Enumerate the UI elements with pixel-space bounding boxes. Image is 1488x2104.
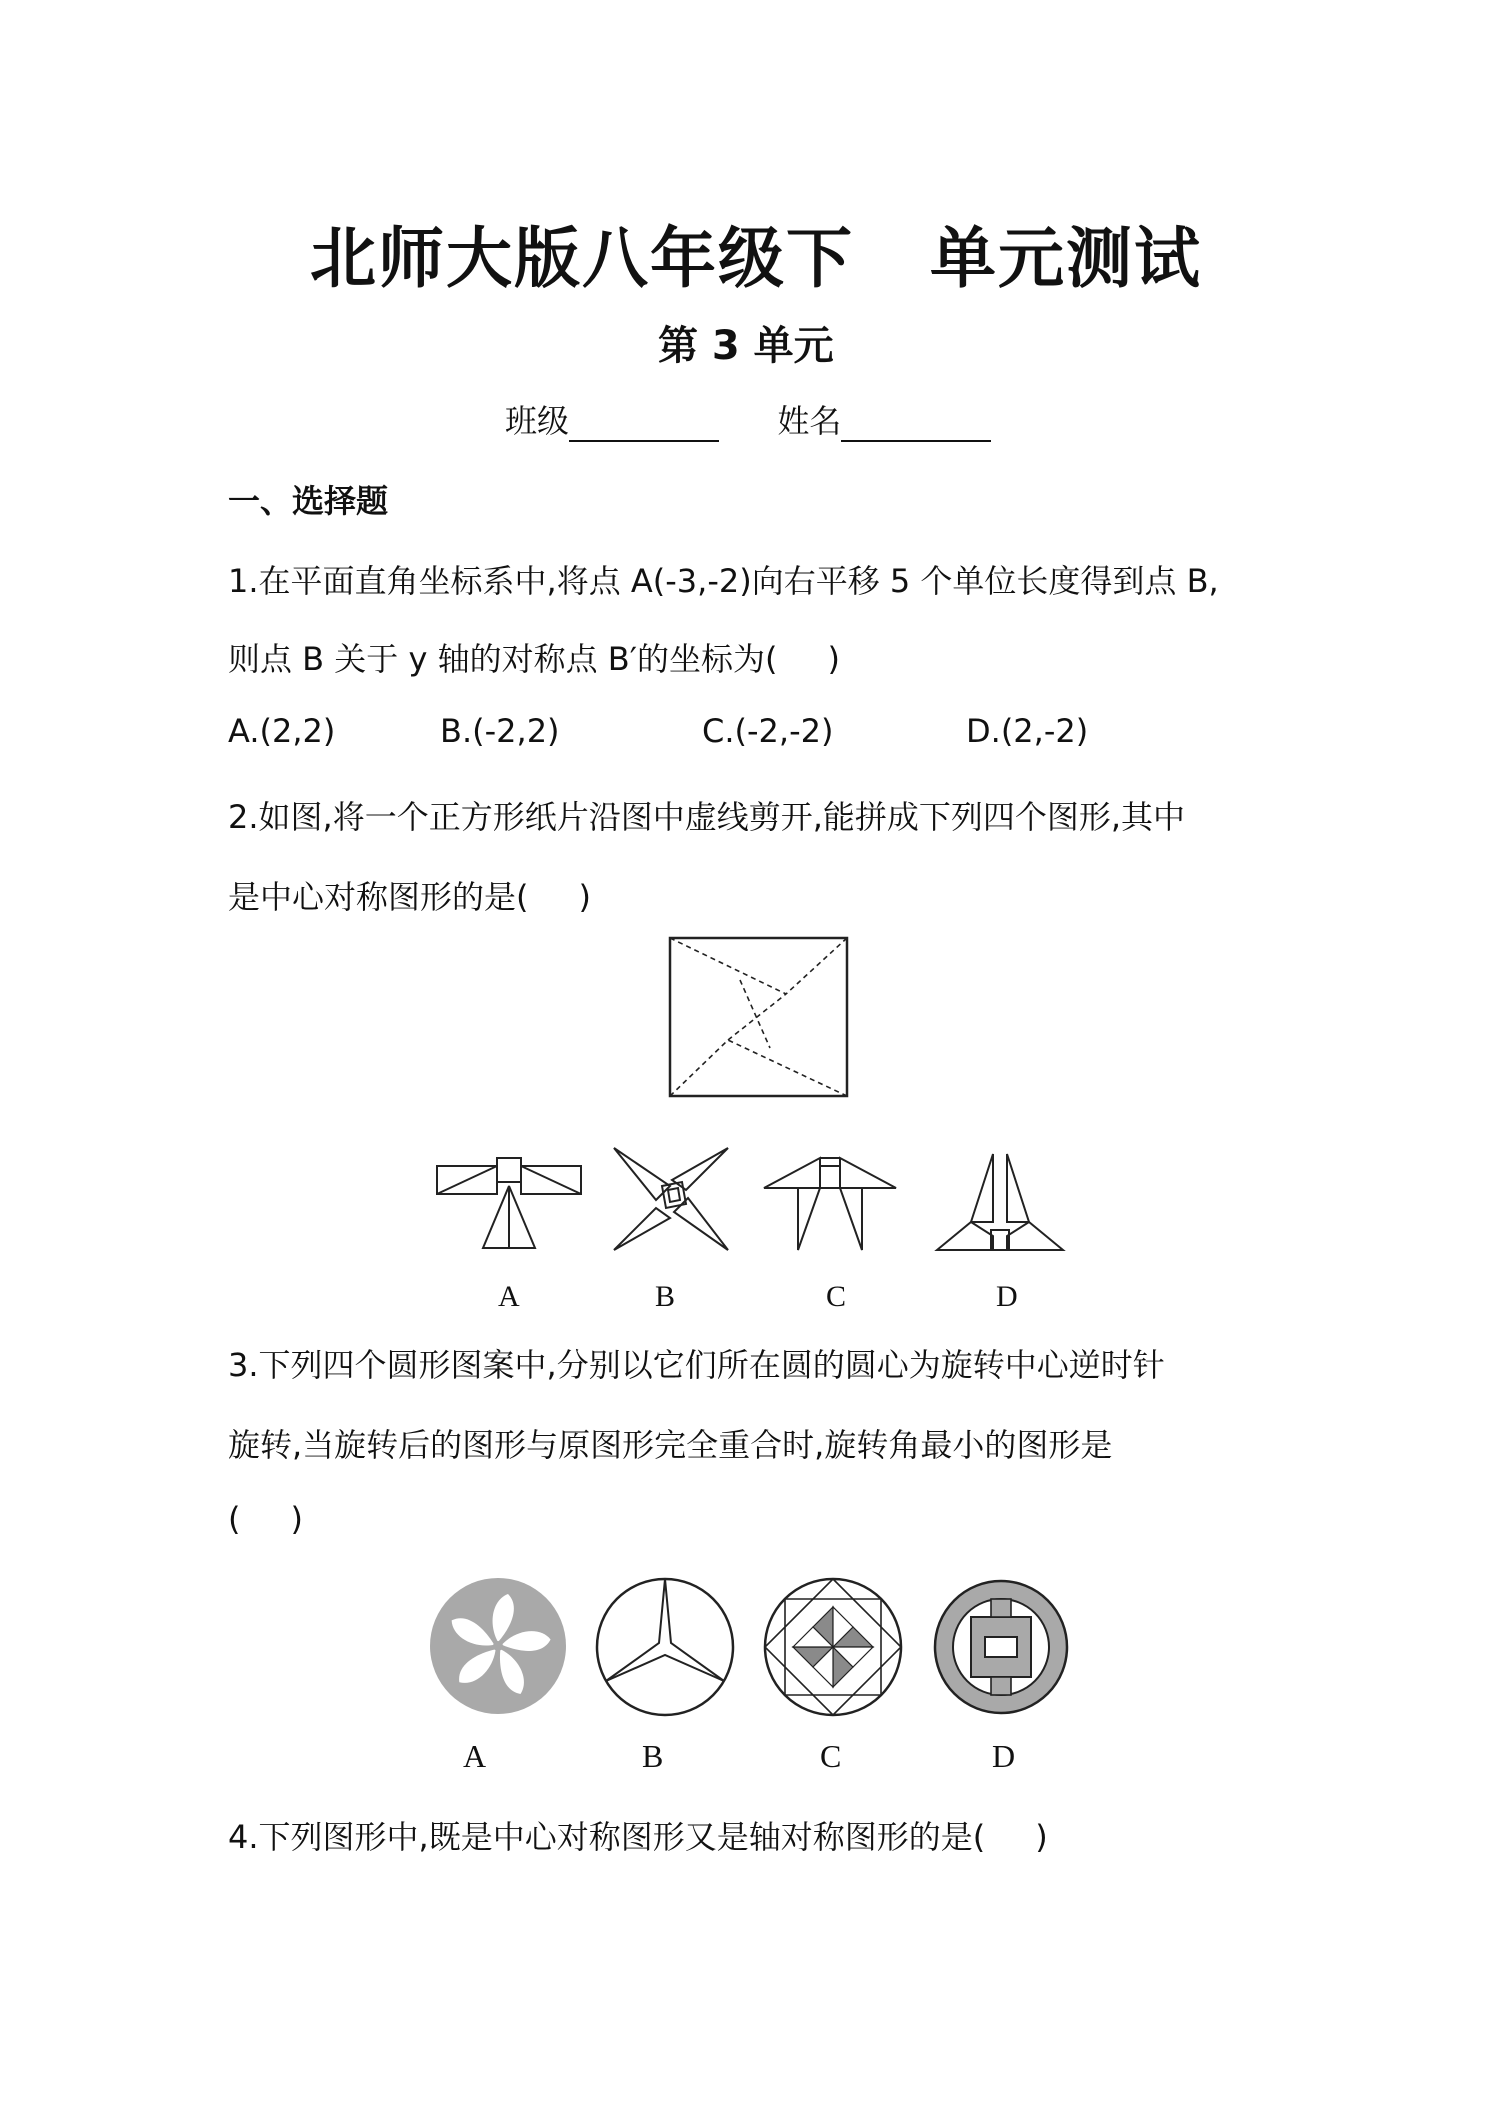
q2-figure-a <box>435 1146 583 1250</box>
q3-line3 <box>228 1500 303 1538</box>
name-blank <box>841 410 991 442</box>
q3-label-b: B <box>642 1738 664 1774</box>
q1-option-c: C.(-2,-2) <box>702 712 834 750</box>
q3-paren-open: ( <box>228 1500 241 1538</box>
q4-line1-text: 4.下列图形中,既是中心对称图形又是轴对称图形的是( <box>228 1818 986 1856</box>
q2-square-figure <box>668 936 850 1098</box>
q4-paren-close: ) <box>1035 1818 1048 1856</box>
q2-label-d: D <box>996 1280 1018 1313</box>
q2-label-c: C <box>826 1280 847 1313</box>
q1-option-a: A.(2,2) <box>228 712 336 750</box>
q3-label-c: C <box>820 1738 842 1774</box>
student-info <box>505 396 991 442</box>
q1-line1: 1.在平面直角坐标系中,将点 A(-3,-2)向右平移 5 个单位长度得到点 B, <box>228 562 1219 600</box>
page-title-left: 北师大版八年级下 <box>310 220 854 297</box>
class-blank <box>569 410 719 442</box>
q3-figure-d-coin <box>930 1576 1072 1718</box>
q2-label-a: A <box>498 1280 520 1313</box>
q1-line2-text: 则点 B 关于 y 轴的对称点 B′的坐标为( <box>228 640 778 678</box>
q3-figure-b-star <box>594 1576 736 1718</box>
q3-label-d: D <box>992 1738 1016 1774</box>
class-label: 班级 <box>505 402 570 440</box>
q2-line2 <box>228 872 591 918</box>
q2-figure-c <box>762 1156 898 1252</box>
page-title-right: 单元测试 <box>930 220 1202 297</box>
unit-subtitle: 第 3 单元 <box>658 323 834 369</box>
q2-label-b: B <box>655 1280 676 1313</box>
section-heading: 一、选择题 <box>228 482 389 520</box>
q3-line2: 旋转,当旋转后的图形与原图形完全重合时,旋转角最小的图形是 <box>228 1426 1113 1464</box>
q1-paren-close: ) <box>827 640 840 678</box>
name-label: 姓名 <box>777 402 842 440</box>
q2-line1: 2.如图,将一个正方形纸片沿图中虚线剪开,能拼成下列四个图形,其中 <box>228 798 1186 836</box>
q1-line2 <box>228 634 840 680</box>
q1-option-b: B.(-2,2) <box>440 712 560 750</box>
q4-line1 <box>228 1812 1048 1858</box>
q3-paren-close: ) <box>290 1500 303 1538</box>
q2-figure-d <box>935 1152 1065 1252</box>
q2-line2-text: 是中心对称图形的是( <box>228 878 529 916</box>
q3-label-a: A <box>463 1738 487 1774</box>
q3-figure-a-bauhinia <box>428 1576 568 1716</box>
q1-option-d: D.(2,-2) <box>966 712 1089 750</box>
q2-figure-b <box>612 1146 730 1252</box>
q3-figure-c-pinwheel <box>762 1576 904 1718</box>
q3-line1: 3.下列四个圆形图案中,分别以它们所在圆的圆心为旋转中心逆时针 <box>228 1346 1165 1384</box>
q2-paren-close: ) <box>578 878 591 916</box>
